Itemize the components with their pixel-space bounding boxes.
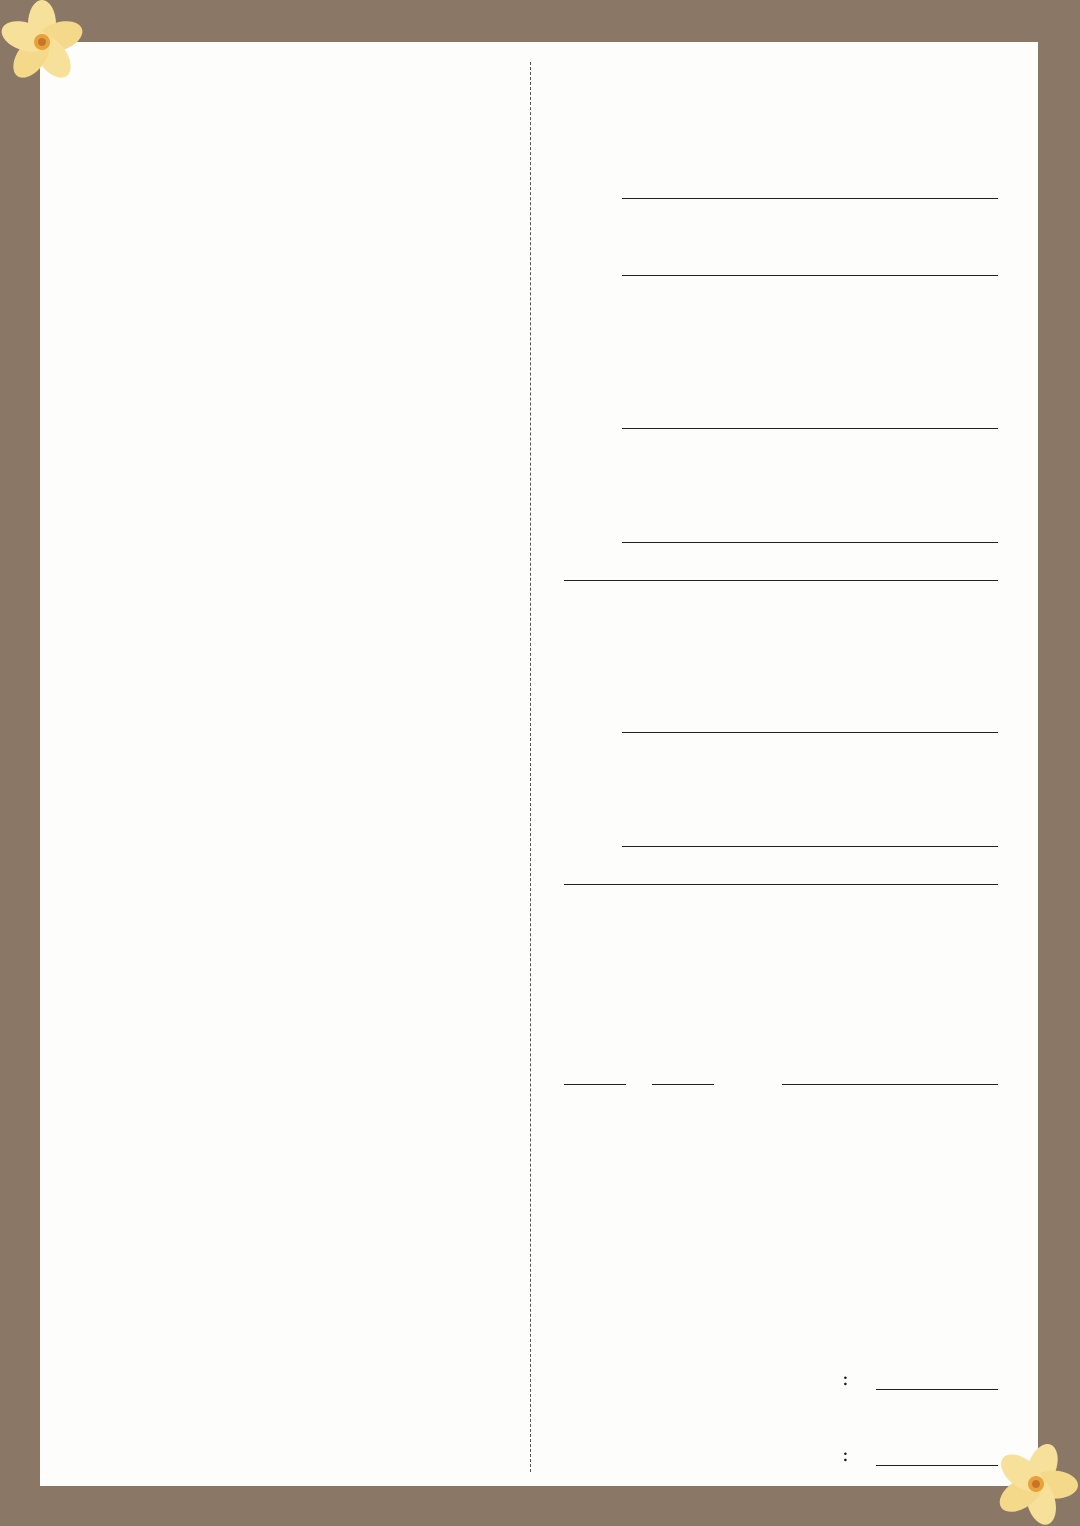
translate-blank[interactable] <box>622 732 998 733</box>
translate-blank[interactable] <box>622 542 998 543</box>
flower-decoration-icon <box>0 0 86 86</box>
adj-usage-blank[interactable] <box>876 1465 998 1466</box>
column-divider <box>530 62 531 1472</box>
translate-blank-2[interactable] <box>564 884 998 885</box>
worksheet-page <box>40 42 1038 1486</box>
translate-blank[interactable] <box>622 275 998 276</box>
tongjia-blank-1[interactable] <box>564 1084 626 1085</box>
translate-blank-2[interactable] <box>564 580 998 581</box>
noun-as-verb-term: : <box>842 1366 849 1390</box>
translate-blank[interactable] <box>622 846 998 847</box>
noun-as-verb-blank[interactable] <box>876 1389 998 1390</box>
translate-blank[interactable] <box>622 198 998 199</box>
tongjia-meaning-blank[interactable] <box>782 1084 998 1085</box>
translate-blank[interactable] <box>622 428 998 429</box>
tongjia-blank-2[interactable] <box>652 1084 714 1085</box>
adj-usage-term: : <box>842 1442 849 1466</box>
flower-decoration-icon <box>992 1440 1078 1526</box>
